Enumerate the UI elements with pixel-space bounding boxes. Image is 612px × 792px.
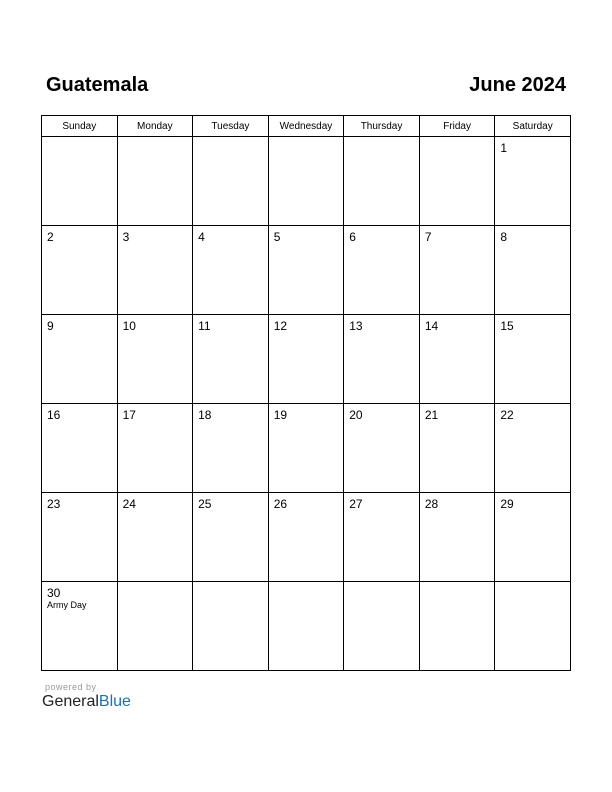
day-number: 3 xyxy=(122,230,130,244)
day-cell xyxy=(193,582,269,671)
day-cell xyxy=(419,582,495,671)
day-cell xyxy=(42,315,118,404)
weekday-saturday: Saturday xyxy=(495,116,571,137)
day-cell xyxy=(117,315,193,404)
day-number: 10 xyxy=(122,319,136,333)
brand-blue: Blue xyxy=(98,693,131,710)
country-title: Guatemala xyxy=(46,73,149,96)
day-cell xyxy=(268,137,344,226)
day-cell xyxy=(419,404,495,493)
day-cell xyxy=(42,226,118,315)
day-cell xyxy=(117,404,193,493)
day-number: 25 xyxy=(198,497,212,511)
day-cell xyxy=(495,137,571,226)
calendar-grid xyxy=(41,115,571,671)
day-cell xyxy=(495,582,571,671)
day-number: 14 xyxy=(424,319,439,333)
day-cell xyxy=(495,404,571,493)
calendar-header xyxy=(46,72,566,98)
weekday-sunday: Sunday xyxy=(42,116,118,137)
day-cell xyxy=(268,226,344,315)
footer xyxy=(42,682,131,711)
day-cell xyxy=(117,493,193,582)
day-number: 16 xyxy=(47,408,61,422)
day-number: 21 xyxy=(424,408,439,422)
weekday-wednesday: Wednesday xyxy=(268,116,344,137)
day-number: 6 xyxy=(349,230,356,244)
day-number: 11 xyxy=(198,319,211,333)
day-number: 2 xyxy=(47,230,54,244)
day-cell xyxy=(344,315,420,404)
day-number: 4 xyxy=(198,230,205,244)
day-number: 26 xyxy=(273,497,288,511)
weekday-tuesday: Tuesday xyxy=(193,116,269,137)
day-number: 18 xyxy=(198,408,212,422)
day-cell xyxy=(193,137,269,226)
day-number: 24 xyxy=(122,497,136,511)
day-cell xyxy=(419,493,495,582)
day-cell xyxy=(344,493,420,582)
weekday-thursday: Thursday xyxy=(344,116,420,137)
day-cell xyxy=(495,226,571,315)
day-number: 13 xyxy=(349,319,363,333)
day-cell xyxy=(42,137,118,226)
day-cell xyxy=(344,226,420,315)
week-row xyxy=(42,137,571,226)
day-number: 30 xyxy=(47,586,61,600)
day-number: 5 xyxy=(273,230,281,244)
day-number: 17 xyxy=(122,408,136,422)
day-number: 8 xyxy=(500,230,508,244)
holiday-label: Army Day xyxy=(47,600,87,610)
day-cell xyxy=(42,582,118,671)
day-cell xyxy=(117,582,193,671)
day-cell xyxy=(268,404,344,493)
week-row xyxy=(42,315,571,404)
weekday-monday: Monday xyxy=(117,116,193,137)
day-number: 9 xyxy=(47,319,54,333)
day-cell xyxy=(117,226,193,315)
day-number: 19 xyxy=(273,408,288,422)
day-cell xyxy=(419,137,495,226)
weekday-header-row xyxy=(42,116,571,137)
powered-by-text: powered by xyxy=(45,682,97,692)
week-row xyxy=(42,493,571,582)
week-row xyxy=(42,226,571,315)
day-cell xyxy=(419,315,495,404)
month-year-title: June 2024 xyxy=(469,73,566,96)
day-number: 20 xyxy=(349,408,363,422)
day-cell xyxy=(419,226,495,315)
day-cell xyxy=(42,404,118,493)
day-cell xyxy=(193,493,269,582)
day-cell xyxy=(193,404,269,493)
day-cell xyxy=(344,582,420,671)
day-number: 22 xyxy=(500,408,514,422)
day-cell xyxy=(193,315,269,404)
day-number: 15 xyxy=(500,319,514,333)
day-cell xyxy=(268,582,344,671)
day-cell xyxy=(495,315,571,404)
day-cell xyxy=(117,137,193,226)
day-cell xyxy=(344,137,420,226)
weekday-friday: Friday xyxy=(419,116,495,137)
day-cell xyxy=(193,226,269,315)
day-number: 29 xyxy=(500,497,514,511)
day-number: 28 xyxy=(424,497,439,511)
day-number: 23 xyxy=(47,497,61,511)
day-cell xyxy=(42,493,118,582)
generalblue-logo[interactable] xyxy=(42,693,131,711)
day-number: 12 xyxy=(273,319,288,333)
day-number: 27 xyxy=(349,497,363,511)
day-cell xyxy=(495,493,571,582)
day-cell xyxy=(344,404,420,493)
week-row xyxy=(42,582,571,671)
day-cell xyxy=(268,315,344,404)
day-number: 1 xyxy=(500,141,508,155)
week-row xyxy=(42,404,571,493)
day-number: 7 xyxy=(424,230,432,244)
brand-general: General xyxy=(42,693,99,710)
day-cell xyxy=(268,493,344,582)
